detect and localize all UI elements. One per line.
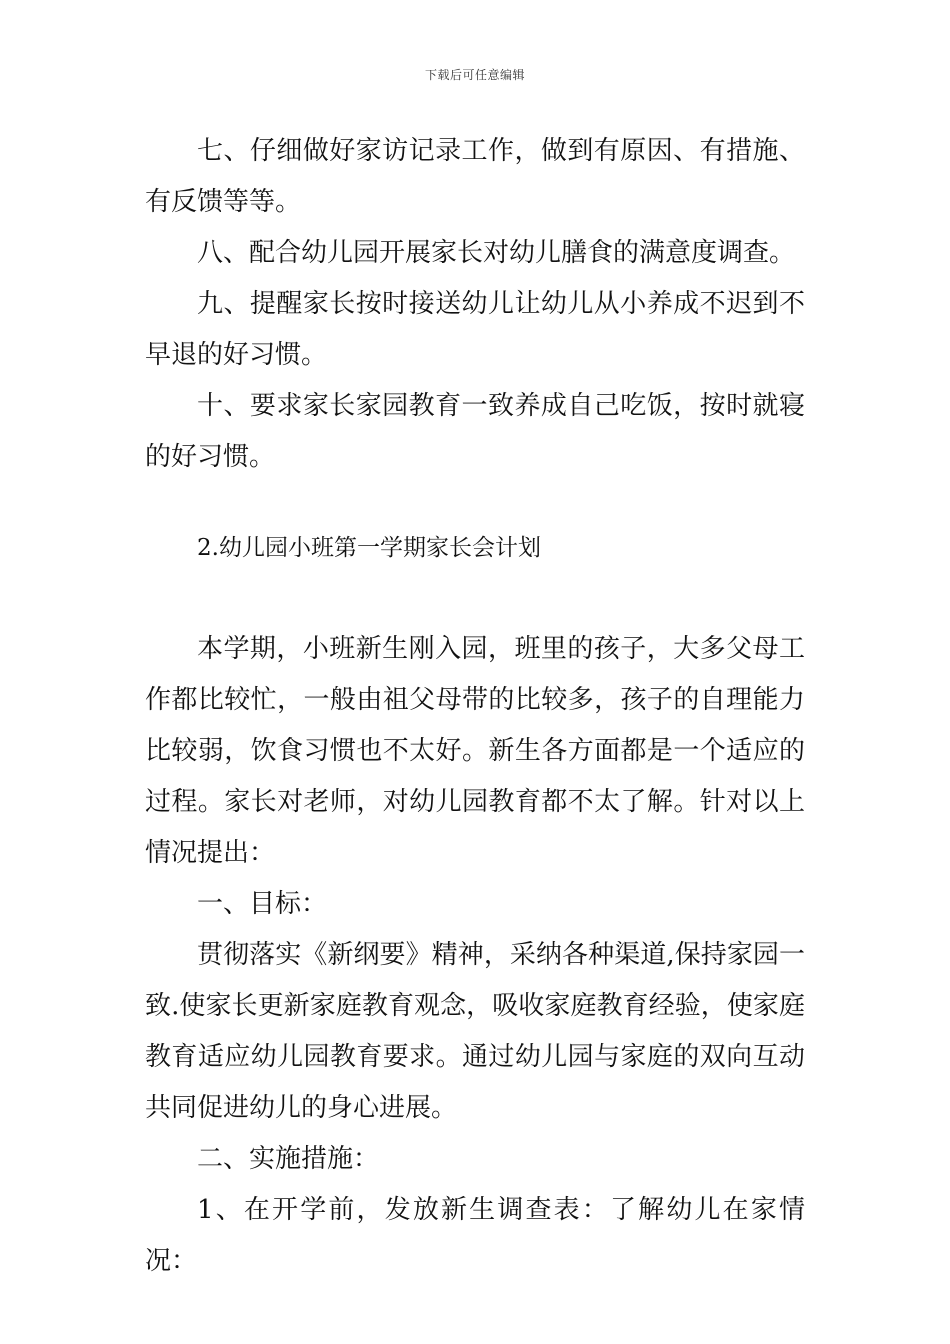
section-title: 2.幼儿园小班第一学期家长会计划 <box>197 535 541 561</box>
paragraph-item-7: 七、仔细做好家访记录工作，做到有原因、有措施、有反馈等等。 <box>145 136 805 217</box>
goal-heading: 一、目标： <box>197 889 328 919</box>
document-body <box>145 126 805 1287</box>
measures-heading: 二、实施措施： <box>197 1144 380 1174</box>
paragraph-item-9: 九、提醒家长按时接送幼儿让幼儿从小养成不迟到不早退的好习惯。 <box>145 289 805 370</box>
measure-item-1: 1、在开学前，发放新生调查表：了解幼儿在家情况： <box>145 1195 805 1276</box>
intro-paragraph: 本学期，小班新生刚入园，班里的孩子，大多父母工作都比较忙，一般由祖父母带的比较多，孩子的自理能力比较弱，饮食习惯也不太好。新生各方面都是一个适应的过程。家长对老师，对幼儿园教育都不太了解。针对以上情况提出： <box>145 634 805 868</box>
page-header: 下载后可任意编辑 <box>424 68 525 82</box>
paragraph-item-10: 十、要求家长家园教育一致养成自己吃饭，按时就寝的好习惯。 <box>145 391 805 472</box>
paragraph-item-8: 八、配合幼儿园开展家长对幼儿膳食的满意度调查。 <box>197 238 796 268</box>
goal-paragraph: 贯彻落实《新纲要》精神，采纳各种渠道,保持家园一致.使家长更新家庭教育观念，吸收家庭教育经验，使家庭教育适应幼儿园教育要求。通过幼儿园与家庭的双向互动共同促进幼儿的身心进展。 <box>145 940 805 1123</box>
